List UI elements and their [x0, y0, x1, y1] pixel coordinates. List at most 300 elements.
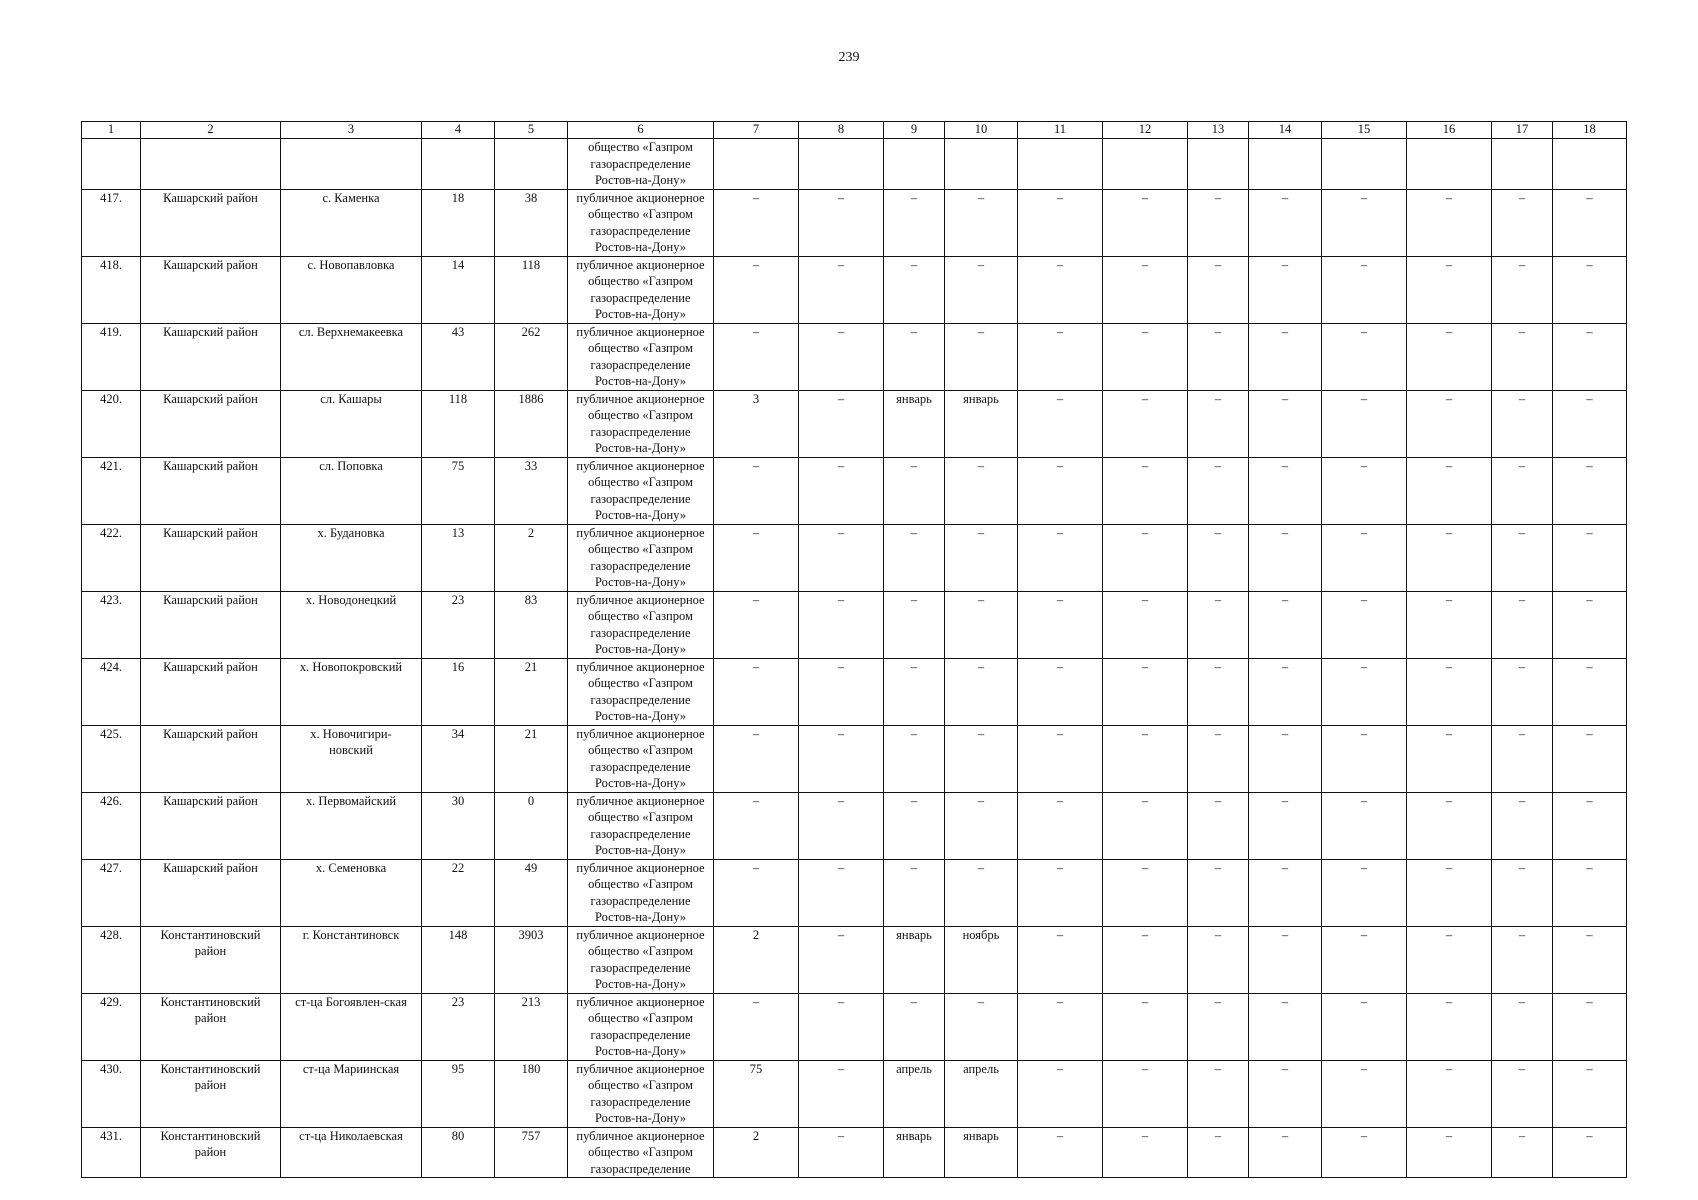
table-header	[82, 122, 1627, 139]
table-row	[82, 859, 1627, 926]
settlement-cell: сл. Кашары	[281, 390, 422, 457]
column-header-14: 14	[1249, 122, 1322, 139]
organization-cell: публичное акционерное общество «Газпром газораспределение Ростов-на-Дону»	[568, 792, 714, 859]
column-header-15: 15	[1322, 122, 1407, 139]
col-12-cell: –	[1103, 1060, 1188, 1127]
col-14-cell: –	[1249, 792, 1322, 859]
column-header-3: 3	[281, 122, 422, 139]
col-14-cell: –	[1249, 591, 1322, 658]
settlement-cell: сл. Верхнемакеевка	[281, 323, 422, 390]
col-11-cell: –	[1018, 1060, 1103, 1127]
col-16-cell: –	[1407, 926, 1492, 993]
col-13-cell: –	[1188, 256, 1249, 323]
column-header-9: 9	[884, 122, 945, 139]
col-9-cell: –	[884, 189, 945, 256]
table-body	[82, 139, 1627, 1178]
col-17-cell: –	[1492, 658, 1553, 725]
col-13-cell: –	[1188, 792, 1249, 859]
col-7-cell: –	[714, 993, 799, 1060]
col-11-cell: –	[1018, 323, 1103, 390]
col-17-cell: –	[1492, 926, 1553, 993]
row-number-cell: 427.	[82, 859, 141, 926]
value-col-4-cell: 22	[422, 859, 495, 926]
table-row	[82, 993, 1627, 1060]
col-15-cell: –	[1322, 658, 1407, 725]
table-row	[82, 256, 1627, 323]
col-15-cell: –	[1322, 524, 1407, 591]
settlement-cell: сл. Поповка	[281, 457, 422, 524]
col-12-cell: –	[1103, 591, 1188, 658]
col-10-cell: январь	[945, 1127, 1018, 1178]
col-9-cell: январь	[884, 926, 945, 993]
organization-cell: публичное акционерное общество «Газпром газораспределение Ростов-на-Дону»	[568, 189, 714, 256]
col-13-cell	[1188, 139, 1249, 190]
value-col-4-cell: 80	[422, 1127, 495, 1178]
settlement-cell: х. Семеновка	[281, 859, 422, 926]
organization-cell: публичное акционерное общество «Газпром газораспределение Ростов-на-Дону»	[568, 524, 714, 591]
district-cell: Кашарский район	[141, 859, 281, 926]
organization-cell: публичное акционерное общество «Газпром газораспределение Ростов-на-Дону»	[568, 859, 714, 926]
col-7-cell	[714, 139, 799, 190]
col-13-cell: –	[1188, 725, 1249, 792]
district-cell: Кашарский район	[141, 792, 281, 859]
col-13-cell: –	[1188, 658, 1249, 725]
col-10-cell: январь	[945, 390, 1018, 457]
organization-cell: публичное акционерное общество «Газпром газораспределение Ростов-на-Дону»	[568, 1060, 714, 1127]
value-col-4-cell: 95	[422, 1060, 495, 1127]
col-7-cell: –	[714, 859, 799, 926]
col-9-cell: апрель	[884, 1060, 945, 1127]
settlement-cell: х. Новопокровский	[281, 658, 422, 725]
column-header-18: 18	[1553, 122, 1627, 139]
value-col-4-cell	[422, 139, 495, 190]
col-15-cell: –	[1322, 926, 1407, 993]
value-col-5-cell	[495, 139, 568, 190]
col-9-cell: –	[884, 658, 945, 725]
col-10-cell: –	[945, 792, 1018, 859]
table-row	[82, 792, 1627, 859]
col-14-cell: –	[1249, 390, 1322, 457]
col-16-cell: –	[1407, 725, 1492, 792]
column-header-4: 4	[422, 122, 495, 139]
col-7-cell: –	[714, 189, 799, 256]
district-cell	[141, 139, 281, 190]
row-number-cell: 431.	[82, 1127, 141, 1178]
value-col-5-cell: 83	[495, 591, 568, 658]
col-14-cell	[1249, 139, 1322, 190]
col-7-cell: –	[714, 524, 799, 591]
organization-cell: публичное акционерное общество «Газпром газораспределение Ростов-на-Дону»	[568, 993, 714, 1060]
col-17-cell: –	[1492, 323, 1553, 390]
col-12-cell: –	[1103, 926, 1188, 993]
col-12-cell: –	[1103, 390, 1188, 457]
col-7-cell: –	[714, 457, 799, 524]
col-7-cell: –	[714, 725, 799, 792]
value-col-4-cell: 18	[422, 189, 495, 256]
col-15-cell: –	[1322, 256, 1407, 323]
col-15-cell: –	[1322, 457, 1407, 524]
col-10-cell: ноябрь	[945, 926, 1018, 993]
row-number-cell: 430.	[82, 1060, 141, 1127]
row-number-cell: 424.	[82, 658, 141, 725]
col-18-cell: –	[1553, 792, 1627, 859]
table-row	[82, 658, 1627, 725]
col-10-cell: –	[945, 524, 1018, 591]
col-12-cell	[1103, 139, 1188, 190]
value-col-4-cell: 30	[422, 792, 495, 859]
col-16-cell: –	[1407, 323, 1492, 390]
col-10-cell: апрель	[945, 1060, 1018, 1127]
col-9-cell	[884, 139, 945, 190]
header-row	[82, 122, 1627, 139]
organization-cell: общество «Газпром газораспределение Ростов-на-Дону»	[568, 139, 714, 190]
row-number-cell: 429.	[82, 993, 141, 1060]
col-17-cell: –	[1492, 457, 1553, 524]
col-16-cell	[1407, 139, 1492, 190]
col-7-cell: 2	[714, 926, 799, 993]
col-12-cell: –	[1103, 323, 1188, 390]
col-15-cell: –	[1322, 390, 1407, 457]
col-7-cell: 75	[714, 1060, 799, 1127]
settlement-cell: с. Новопавловка	[281, 256, 422, 323]
col-8-cell: –	[799, 993, 884, 1060]
row-number-cell	[82, 139, 141, 190]
col-15-cell: –	[1322, 859, 1407, 926]
col-15-cell: –	[1322, 1127, 1407, 1178]
col-15-cell	[1322, 139, 1407, 190]
col-18-cell: –	[1553, 591, 1627, 658]
col-13-cell: –	[1188, 323, 1249, 390]
district-cell: Константиновский район	[141, 993, 281, 1060]
value-col-5-cell: 2	[495, 524, 568, 591]
col-8-cell: –	[799, 457, 884, 524]
col-9-cell: –	[884, 323, 945, 390]
col-11-cell: –	[1018, 926, 1103, 993]
district-cell: Кашарский район	[141, 591, 281, 658]
col-12-cell: –	[1103, 658, 1188, 725]
col-13-cell: –	[1188, 926, 1249, 993]
district-cell: Кашарский район	[141, 457, 281, 524]
col-17-cell: –	[1492, 1060, 1553, 1127]
col-18-cell: –	[1553, 1127, 1627, 1178]
table-row	[82, 323, 1627, 390]
column-header-17: 17	[1492, 122, 1553, 139]
col-9-cell: –	[884, 591, 945, 658]
col-18-cell: –	[1553, 993, 1627, 1060]
organization-cell: публичное акционерное общество «Газпром газораспределение Ростов-на-Дону»	[568, 457, 714, 524]
col-16-cell: –	[1407, 457, 1492, 524]
settlement-cell	[281, 139, 422, 190]
organization-cell: публичное акционерное общество «Газпром газораспределение Ростов-на-Дону»	[568, 725, 714, 792]
organization-cell: публичное акционерное общество «Газпром газораспределение Ростов-на-Дону»	[568, 658, 714, 725]
value-col-4-cell: 16	[422, 658, 495, 725]
col-10-cell: –	[945, 323, 1018, 390]
table-row	[82, 524, 1627, 591]
col-8-cell: –	[799, 524, 884, 591]
table-row	[82, 591, 1627, 658]
col-18-cell: –	[1553, 926, 1627, 993]
col-10-cell: –	[945, 457, 1018, 524]
settlement-cell: с. Каменка	[281, 189, 422, 256]
col-11-cell: –	[1018, 524, 1103, 591]
col-16-cell: –	[1407, 524, 1492, 591]
col-17-cell: –	[1492, 591, 1553, 658]
col-10-cell	[945, 139, 1018, 190]
district-cell: Кашарский район	[141, 658, 281, 725]
col-11-cell: –	[1018, 993, 1103, 1060]
column-header-16: 16	[1407, 122, 1492, 139]
col-17-cell: –	[1492, 993, 1553, 1060]
col-11-cell: –	[1018, 658, 1103, 725]
col-11-cell: –	[1018, 792, 1103, 859]
col-12-cell: –	[1103, 725, 1188, 792]
col-18-cell: –	[1553, 859, 1627, 926]
col-18-cell: –	[1553, 390, 1627, 457]
value-col-4-cell: 34	[422, 725, 495, 792]
column-header-12: 12	[1103, 122, 1188, 139]
value-col-4-cell: 13	[422, 524, 495, 591]
col-18-cell	[1553, 139, 1627, 190]
col-14-cell: –	[1249, 926, 1322, 993]
col-14-cell: –	[1249, 189, 1322, 256]
col-14-cell: –	[1249, 457, 1322, 524]
settlement-cell: ст-ца Богоявлен-ская	[281, 993, 422, 1060]
col-8-cell: –	[799, 189, 884, 256]
value-col-5-cell: 49	[495, 859, 568, 926]
col-11-cell: –	[1018, 390, 1103, 457]
organization-cell: публичное акционерное общество «Газпром газораспределение Ростов-на-Дону»	[568, 390, 714, 457]
table-row	[82, 390, 1627, 457]
column-header-13: 13	[1188, 122, 1249, 139]
district-cell: Константиновский район	[141, 1060, 281, 1127]
col-8-cell: –	[799, 926, 884, 993]
value-col-5-cell: 38	[495, 189, 568, 256]
value-col-5-cell: 180	[495, 1060, 568, 1127]
col-9-cell: –	[884, 457, 945, 524]
value-col-4-cell: 23	[422, 591, 495, 658]
district-cell: Кашарский район	[141, 524, 281, 591]
col-9-cell: –	[884, 725, 945, 792]
district-cell: Кашарский район	[141, 189, 281, 256]
col-7-cell: 2	[714, 1127, 799, 1178]
col-14-cell: –	[1249, 1060, 1322, 1127]
col-8-cell: –	[799, 390, 884, 457]
col-8-cell: –	[799, 725, 884, 792]
col-13-cell: –	[1188, 189, 1249, 256]
value-col-4-cell: 43	[422, 323, 495, 390]
district-cell: Константиновский район	[141, 926, 281, 993]
value-col-4-cell: 14	[422, 256, 495, 323]
col-11-cell: –	[1018, 1127, 1103, 1178]
value-col-5-cell: 0	[495, 792, 568, 859]
col-9-cell: –	[884, 993, 945, 1060]
settlement-cell: х. Новочигири- новский	[281, 725, 422, 792]
col-14-cell: –	[1249, 524, 1322, 591]
organization-cell: публичное акционерное общество «Газпром газораспределение Ростов-на-Дону»	[568, 323, 714, 390]
col-8-cell: –	[799, 658, 884, 725]
col-15-cell: –	[1322, 189, 1407, 256]
row-number-cell: 423.	[82, 591, 141, 658]
col-12-cell: –	[1103, 189, 1188, 256]
col-13-cell: –	[1188, 457, 1249, 524]
col-14-cell: –	[1249, 1127, 1322, 1178]
col-10-cell: –	[945, 993, 1018, 1060]
column-header-6: 6	[568, 122, 714, 139]
column-header-10: 10	[945, 122, 1018, 139]
col-15-cell: –	[1322, 591, 1407, 658]
registry-table	[81, 121, 1627, 1178]
col-8-cell	[799, 139, 884, 190]
col-7-cell: –	[714, 256, 799, 323]
col-9-cell: –	[884, 524, 945, 591]
value-col-5-cell: 33	[495, 457, 568, 524]
col-8-cell: –	[799, 792, 884, 859]
col-11-cell: –	[1018, 457, 1103, 524]
table-row	[82, 139, 1627, 190]
col-15-cell: –	[1322, 323, 1407, 390]
row-number-cell: 422.	[82, 524, 141, 591]
col-9-cell: –	[884, 792, 945, 859]
col-12-cell: –	[1103, 993, 1188, 1060]
col-18-cell: –	[1553, 658, 1627, 725]
col-7-cell: –	[714, 323, 799, 390]
row-number-cell: 428.	[82, 926, 141, 993]
col-11-cell: –	[1018, 189, 1103, 256]
organization-cell: публичное акционерное общество «Газпром газораспределение Ростов-на-Дону»	[568, 926, 714, 993]
col-15-cell: –	[1322, 1060, 1407, 1127]
col-12-cell: –	[1103, 457, 1188, 524]
col-15-cell: –	[1322, 792, 1407, 859]
col-17-cell: –	[1492, 725, 1553, 792]
value-col-5-cell: 262	[495, 323, 568, 390]
col-9-cell: январь	[884, 390, 945, 457]
settlement-cell: ст-ца Мариинская	[281, 1060, 422, 1127]
col-14-cell: –	[1249, 323, 1322, 390]
value-col-5-cell: 3903	[495, 926, 568, 993]
col-16-cell: –	[1407, 792, 1492, 859]
row-number-cell: 419.	[82, 323, 141, 390]
row-number-cell: 425.	[82, 725, 141, 792]
col-9-cell: январь	[884, 1127, 945, 1178]
col-13-cell: –	[1188, 859, 1249, 926]
col-13-cell: –	[1188, 993, 1249, 1060]
settlement-cell: х. Будановка	[281, 524, 422, 591]
col-12-cell: –	[1103, 859, 1188, 926]
col-16-cell: –	[1407, 859, 1492, 926]
table-row	[82, 457, 1627, 524]
column-header-2: 2	[141, 122, 281, 139]
col-16-cell: –	[1407, 390, 1492, 457]
column-header-11: 11	[1018, 122, 1103, 139]
col-18-cell: –	[1553, 524, 1627, 591]
col-14-cell: –	[1249, 256, 1322, 323]
col-10-cell: –	[945, 591, 1018, 658]
col-18-cell: –	[1553, 256, 1627, 323]
col-7-cell: –	[714, 792, 799, 859]
table-row	[82, 189, 1627, 256]
col-14-cell: –	[1249, 725, 1322, 792]
col-7-cell: 3	[714, 390, 799, 457]
district-cell: Константиновский район	[141, 1127, 281, 1178]
value-col-4-cell: 118	[422, 390, 495, 457]
settlement-cell: г. Константиновск	[281, 926, 422, 993]
district-cell: Кашарский район	[141, 256, 281, 323]
table-row	[82, 725, 1627, 792]
value-col-4-cell: 75	[422, 457, 495, 524]
col-8-cell: –	[799, 1127, 884, 1178]
col-8-cell: –	[799, 591, 884, 658]
col-18-cell: –	[1553, 1060, 1627, 1127]
col-17-cell	[1492, 139, 1553, 190]
organization-cell: публичное акционерное общество «Газпром газораспределение Ростов-на-Дону»	[568, 256, 714, 323]
col-13-cell: –	[1188, 390, 1249, 457]
col-17-cell: –	[1492, 524, 1553, 591]
organization-cell: публичное акционерное общество «Газпром газораспределение	[568, 1127, 714, 1178]
settlement-cell: ст-ца Николаевская	[281, 1127, 422, 1178]
col-11-cell	[1018, 139, 1103, 190]
col-11-cell: –	[1018, 859, 1103, 926]
col-8-cell: –	[799, 323, 884, 390]
value-col-5-cell: 118	[495, 256, 568, 323]
col-18-cell: –	[1553, 457, 1627, 524]
col-17-cell: –	[1492, 256, 1553, 323]
row-number-cell: 417.	[82, 189, 141, 256]
col-16-cell: –	[1407, 658, 1492, 725]
col-16-cell: –	[1407, 993, 1492, 1060]
col-10-cell: –	[945, 658, 1018, 725]
col-8-cell: –	[799, 859, 884, 926]
col-16-cell: –	[1407, 1127, 1492, 1178]
col-15-cell: –	[1322, 725, 1407, 792]
value-col-5-cell: 213	[495, 993, 568, 1060]
col-16-cell: –	[1407, 1060, 1492, 1127]
value-col-5-cell: 21	[495, 725, 568, 792]
value-col-4-cell: 23	[422, 993, 495, 1060]
col-16-cell: –	[1407, 189, 1492, 256]
col-7-cell: –	[714, 591, 799, 658]
column-header-1: 1	[82, 122, 141, 139]
col-11-cell: –	[1018, 256, 1103, 323]
col-17-cell: –	[1492, 390, 1553, 457]
page-number: 239	[838, 50, 860, 65]
district-cell: Кашарский район	[141, 725, 281, 792]
column-header-5: 5	[495, 122, 568, 139]
row-number-cell: 421.	[82, 457, 141, 524]
row-number-cell: 426.	[82, 792, 141, 859]
district-cell: Кашарский район	[141, 323, 281, 390]
col-16-cell: –	[1407, 256, 1492, 323]
value-col-5-cell: 1886	[495, 390, 568, 457]
col-13-cell: –	[1188, 524, 1249, 591]
col-17-cell: –	[1492, 1127, 1553, 1178]
table-row	[82, 926, 1627, 993]
col-9-cell: –	[884, 256, 945, 323]
col-10-cell: –	[945, 189, 1018, 256]
col-11-cell: –	[1018, 725, 1103, 792]
col-11-cell: –	[1018, 591, 1103, 658]
col-7-cell: –	[714, 658, 799, 725]
value-col-4-cell: 148	[422, 926, 495, 993]
col-16-cell: –	[1407, 591, 1492, 658]
col-18-cell: –	[1553, 725, 1627, 792]
table-row	[82, 1127, 1627, 1178]
settlement-cell: х. Новодонецкий	[281, 591, 422, 658]
col-13-cell: –	[1188, 591, 1249, 658]
row-number-cell: 418.	[82, 256, 141, 323]
col-10-cell: –	[945, 256, 1018, 323]
col-13-cell: –	[1188, 1060, 1249, 1127]
col-12-cell: –	[1103, 524, 1188, 591]
